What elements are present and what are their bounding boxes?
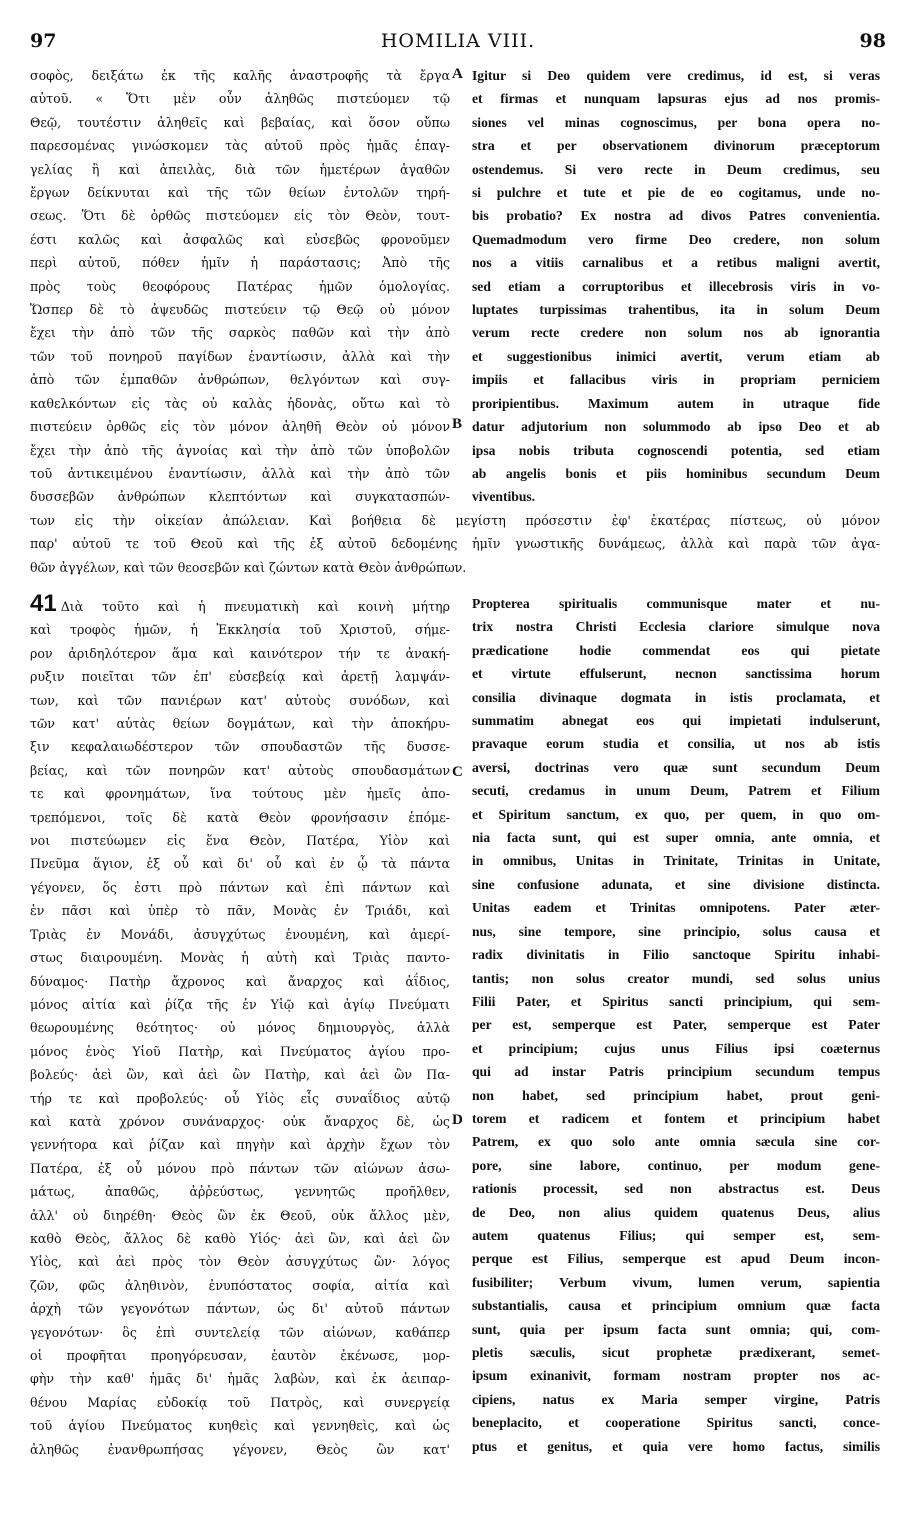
line-text: πιστεύειν ὀρθῶς εἰς τὸν μόνον ἀληθῆ Θεὸν οὐ μόνον <box>30 419 450 435</box>
page-header <box>30 30 886 60</box>
text-line <box>30 712 450 735</box>
text-line <box>30 923 450 946</box>
line-text: Πατέρα, ἐξ οὗ μόνου πρὸ πάντων τῶν αἰώνων ἀσω- <box>30 1160 450 1176</box>
text-line <box>30 509 880 532</box>
line-text: καὶ κατὰ χρόνον συνάναρχος· οὐκ ἄναρχος δὲ, ὡς <box>30 1113 450 1129</box>
line-text: luptates turpissimas trahentibus, ita in solum Deum <box>472 302 880 318</box>
line-text: sunt, quia per ipsum facta sunt omnia; qui, com- <box>472 1321 880 1337</box>
text-line <box>30 228 450 251</box>
text-line <box>472 87 880 110</box>
text-line <box>472 990 880 1013</box>
text-line <box>472 1247 880 1270</box>
line-text: torem et radicem et fontem et principium habet <box>472 1110 880 1126</box>
text-line <box>472 732 880 755</box>
text-line <box>472 462 880 485</box>
text-line <box>30 1016 450 1039</box>
text-line <box>30 899 450 922</box>
line-text: ab angelis bonis et piis hominibus secundum Deum <box>472 465 880 481</box>
line-text: et firmas et nunquam lapsuras ejus ad nos promis- <box>472 91 880 107</box>
text-line <box>472 1130 880 1153</box>
text-line <box>472 873 880 896</box>
text-line <box>472 826 880 849</box>
line-text: non habet, sed principium habet, prout geni- <box>472 1087 880 1103</box>
text-line <box>472 1107 880 1130</box>
greek-column-top <box>30 64 450 509</box>
line-text: ἐν πᾶσι καὶ ὑπὲρ τὸ πᾶν, Μονὰς ἐν Τριάδι, καὶ <box>30 903 450 919</box>
text-line <box>472 1388 880 1411</box>
line-text: παρεσομένας γινώσκομεν τὰς αὐτοῦ πρὸς ἡμᾶς ἐπαγ- <box>30 138 450 154</box>
line-text: pletis sæculis, sicut prophetæ prædixerant, semet- <box>472 1345 880 1360</box>
latin-column-top <box>472 64 880 509</box>
line-text: summatim abnegat eos qui impietati indulserunt, <box>472 713 880 729</box>
line-text: ρον ἀριδηλότερον ἅμα καὶ καινότερον τήν τε ἀνακή- <box>30 645 450 661</box>
line-text: Διὰ τοῦτο καὶ ἡ πνευματικὴ καὶ κοινὴ μήτηρ <box>60 599 450 614</box>
line-text: τοῦ ἀντικειμένου ἐναντίωσιν, ἀλλὰ καὶ τὴν ἀπὸ τῶν <box>30 465 450 481</box>
line-text: ptus et genitus, et quia vere homo factus, similis <box>472 1438 880 1454</box>
text-line <box>30 806 450 829</box>
line-text: ἔχει τὴν ἀπὸ τῶν τῆς σαρκὸς παθῶν καὶ τὴν ἀπὸ <box>30 325 450 341</box>
line-text: μόνος ἑνὸς Υἱοῦ Πατὴρ, καὶ Πνεύματος ἁγίου προ- <box>30 1043 450 1059</box>
text-line <box>30 204 450 227</box>
line-text: ζῶν, φῶς ἀληθινὸν, ἐνυπόστατος σοφία, αἰτία καὶ <box>30 1277 450 1293</box>
text-line <box>472 1201 880 1224</box>
line-text: γελίας ἢ καὶ ἀπειλὰς, διὰ τῶν ἡμετέρων ἀγαθῶν <box>30 161 450 177</box>
text-line <box>472 1271 880 1294</box>
text-line <box>30 1321 450 1344</box>
text-line <box>30 852 450 875</box>
line-text: tantis; non solus creator mundi, sed solus unius <box>472 970 880 986</box>
line-text: θεωρουμένης θεότητος· οὐ μόνος δημιουργὸς, ἀλλὰ <box>30 1020 450 1036</box>
text-line <box>30 1133 450 1156</box>
line-text: secuti, credamus in unum Deum, Patrem et Filium <box>472 783 880 799</box>
text-line <box>30 735 450 758</box>
line-text: ἔργων δείκνυται καὶ τῆς τῶν θείων ἐντολῶν τηρή- <box>30 185 450 201</box>
line-text: ἀληθῶς ἐνανθρωπήσας γέγονεν, Θεὸς ὢν κατ' <box>30 1441 450 1457</box>
text-line <box>30 618 450 641</box>
line-text: fusibiliter; Verbum vivum, lumen verum, sapientia <box>472 1274 880 1290</box>
text-line <box>472 1037 880 1060</box>
text-line <box>30 1297 450 1320</box>
text-line <box>472 709 880 732</box>
line-text: rationis processit, sed non abstractus est. Deus <box>472 1181 880 1197</box>
line-text: μόνος αἰτία καὶ ῥίζα τῆς ἐν Υἱῷ καὶ ἁγίῳ Πνεύματι <box>30 996 450 1012</box>
line-text: ipsum exinanivit, formam nostram propter nos ac- <box>472 1368 880 1384</box>
text-line <box>472 1084 880 1107</box>
line-text: γεγονότων· ὃς ἐπὶ συντελείᾳ τῶν αἰώνων, καθάπερ <box>30 1324 450 1340</box>
text-line <box>472 321 880 344</box>
line-text: καθελκόντων εἰς τὰς οὐ καλὰς ἡδονὰς, οὕτω καὶ τὸ <box>30 395 450 411</box>
line-text: prædicatione hodie commendat eos qui pietate <box>472 642 880 658</box>
text-line <box>30 1087 450 1110</box>
text-line <box>30 665 450 688</box>
line-text: τήρ τε καὶ προβολεύς· οὗ Υἱὸς εἷς συναΐδιος αὐτῷ <box>30 1090 450 1106</box>
text-line <box>472 1224 880 1247</box>
line-text: σοφὸς, δειξάτω ἐκ τῆς καλῆς ἀναστροφῆς τὰ ἔργα <box>30 68 450 83</box>
text-line <box>472 439 880 462</box>
text-line <box>472 181 880 204</box>
line-text: τῶν τοῦ πονηροῦ παγίδων ἐναντίωσιν, ἀλλὰ καὶ τὴν <box>30 348 450 364</box>
text-line <box>472 920 880 943</box>
text-line <box>30 1227 450 1250</box>
text-line <box>472 1013 880 1036</box>
text-line <box>30 439 450 462</box>
text-line <box>30 111 450 134</box>
line-text: περὶ αὐτοῦ, πόθεν ἡμῖν ἡ παράστασις; Ἀπὸ τῆς <box>30 255 450 271</box>
text-line <box>30 181 450 204</box>
latin-column-bottom <box>472 592 880 1458</box>
text-line <box>30 415 450 438</box>
line-text: ipsa nobis tributa cognoscendi potentia, sed etiam <box>472 442 880 458</box>
line-text: βολεύς· ἀεὶ ὢν, καὶ ἀεὶ ὢν Πατὴρ, καὶ ἀεὶ ὢν Πα- <box>30 1067 450 1083</box>
margin-marker-c: C <box>452 764 463 780</box>
text-line <box>472 1318 880 1341</box>
line-text: οἱ προφῆται προηγόρευσαν, ἑαυτὸν ἐκένωσε, μορ- <box>30 1348 450 1363</box>
line-text: datur adjutorium non solummodo ab ipso Deo et ab <box>472 419 880 435</box>
left-page-number: 97 <box>30 30 57 52</box>
line-text: cipiens, natus ex Maria semper virgine, Patris <box>472 1391 880 1407</box>
line-text: Patrem, ex quo solo ante omnia sæcula sine cor- <box>472 1134 880 1150</box>
text-line <box>472 662 880 685</box>
text-line <box>30 1367 450 1390</box>
line-text: Θεῷ, τουτέστιν ἀληθεῖς καὶ βεβαίας, καὶ ὅσον οὔπω <box>30 114 450 130</box>
text-line <box>30 1414 450 1437</box>
line-text: Igitur si Deo quidem vere credimus, id est, si veras <box>472 68 880 83</box>
text-line <box>30 1180 450 1203</box>
line-text: impiis et fallacibus viris in propriam perniciem <box>472 372 880 388</box>
text-line <box>472 485 880 508</box>
line-text: Quemadmodum vero firme Deo credere, non solum <box>472 231 880 247</box>
line-text: in omnibus, Unitas in Trinitate, Trinitas in Unitate, <box>472 853 880 869</box>
line-text: perque est Filius, semperque est apud Deum incon- <box>472 1251 880 1267</box>
margin-marker-a: A <box>452 66 463 82</box>
line-text: verum recte credere non solum nos ab ignorantia <box>472 325 880 341</box>
line-text: bis probatio? Ex nostra ad divos Patres convenientia. <box>472 208 880 224</box>
line-text: et Spiritum sanctum, ex quo, per quem, in quo om- <box>472 806 880 822</box>
line-text: Πνεῦμα ἅγιον, ἐξ οὗ καὶ δι' οὗ καὶ ἐν ᾧ τὰ πάντα <box>30 856 450 872</box>
text-line <box>472 803 880 826</box>
text-line <box>30 392 450 415</box>
text-line <box>472 1154 880 1177</box>
text-line <box>30 1274 450 1297</box>
line-text: radix divinitatis in Filio sanctoque Spiritu inhabi- <box>472 947 880 963</box>
text-line <box>30 368 450 391</box>
text-line <box>472 275 880 298</box>
text-line <box>472 1177 880 1200</box>
text-line <box>472 392 880 415</box>
text-line <box>30 158 450 181</box>
text-line <box>472 368 880 391</box>
text-line <box>472 158 880 181</box>
text-line <box>30 689 450 712</box>
line-text: ρυξιν ποιεῖται τῶν ἐπ' εὐσεβείᾳ καὶ ἀρετῇ λαμψάν- <box>30 669 450 685</box>
line-text: Filii Pater, et Spiritus sancti principium, qui sem- <box>472 993 880 1009</box>
text-line <box>30 1438 450 1461</box>
right-page-number: 98 <box>859 30 886 52</box>
line-text: nia facta sunt, qui est super omnia, ante omnia, et <box>472 830 880 846</box>
line-text: proripientibus. Maximum autem in utraque fide <box>472 395 880 411</box>
text-line <box>472 415 880 438</box>
line-text: Υἱὸς, καὶ ἀεὶ πρὸς τὸν Θεὸν ἀσυγχύτως ὢν· λόγος <box>30 1254 450 1270</box>
line-text: καὶ τροφὸς ἡμῶν, ἡ Ἐκκλησία τοῦ Χριστοῦ, σήμε- <box>30 622 450 638</box>
line-text: τε καὶ φρονημάτων, ἵνα τούτους μὲν ἡμεῖς ἀπο- <box>30 786 450 802</box>
line-text: καθὸ Θεὸς, ἄλλος δὲ καθὸ Υἱός· ἀεὶ ὢν, καὶ ἀεὶ ὢν <box>30 1230 450 1246</box>
line-text: sed etiam a corruptoribus et illecebrosis viris in vo- <box>472 278 880 294</box>
line-text: έστι καλῶς καὶ ἀσφαλῶς καὶ εὐσεβῶς φρονοῦμεν <box>30 231 450 247</box>
line-text: Propterea spiritualis communisque mater et nu- <box>472 596 880 611</box>
line-text: φὴν τὴν καθ' ἡμᾶς δι' ἡμᾶς λαβὼν, καὶ ἐκ ἀειπαρ- <box>30 1371 450 1387</box>
line-text: θένου Μαρίας εὐδοκίᾳ τοῦ Πατρὸς, καὶ συνεργείᾳ <box>30 1394 450 1410</box>
text-line <box>472 64 880 87</box>
text-line <box>30 1063 450 1086</box>
text-line <box>472 1294 880 1317</box>
text-line <box>472 849 880 872</box>
margin-marker-d: D <box>452 1112 463 1128</box>
line-text: de Deo, non alius quidem quatenus Deus, alius <box>472 1204 880 1220</box>
text-line <box>30 321 450 344</box>
line-text: στως διαιρουμένη. Μονὰς ἡ αὐτὴ καὶ Τριὰς παντο- <box>30 950 450 966</box>
line-text: et principium; cujus unus Filius ipsi coæternus <box>472 1040 880 1056</box>
text-line <box>30 1250 450 1273</box>
line-text: τῶν κατ' αὐτὰς θείων δογμάτων, καὶ τὴν ἀποκήρυ- <box>30 716 450 732</box>
text-line <box>472 1341 880 1364</box>
text-line <box>472 615 880 638</box>
line-text: si pulchre et tute et pie de eo cogitamus, unde no- <box>472 185 880 201</box>
text-line <box>472 204 880 227</box>
text-line <box>30 1391 450 1414</box>
line-text: ἀπὸ τῶν ἐμπαθῶν ἀνθρώπων, θελγόντων καὶ συγ- <box>30 372 450 388</box>
text-line <box>472 756 880 779</box>
line-text: μάτως, ἀπαθῶς, ἀῤῥεύστως, γεννητῶς προῆλθεν, <box>30 1184 450 1200</box>
text-line <box>30 532 880 555</box>
text-line <box>30 298 450 321</box>
text-line <box>472 1364 880 1387</box>
text-line <box>30 1157 450 1180</box>
text-line <box>30 251 450 274</box>
section-number: 41 <box>30 592 57 617</box>
text-line <box>30 993 450 1016</box>
line-text: γέγονεν, ὅς ἐστι πρὸ πάντων καὶ ἐπὶ πάντων καὶ <box>30 879 450 895</box>
line-text: viventibus. <box>472 489 536 505</box>
line-text: per est, semperque est Pater, semperque est Pater <box>472 1017 880 1033</box>
line-text: ἔχει τὴν ἀπὸ τῆς ἀγνοίας καὶ τὴν ἀπὸ τῶν ὑποβολῶν <box>30 442 450 458</box>
line-text: των, καὶ τῶν πανιέρων κατ' αὐτοὺς συνόδων, καὶ <box>30 692 450 708</box>
text-line <box>30 876 450 899</box>
text-line <box>30 946 450 969</box>
line-text: Τριὰς ἐν Μονάδι, ἀσυγχύτως ἑνουμένη, καὶ ἀμερί- <box>30 926 450 942</box>
line-text: pore, sine labore, continuo, per modum gene- <box>472 1157 880 1173</box>
line-text: ἀλλ' οὐ διηρέθη· Θεὸς ὢν ἐκ Θεοῦ, οὐκ ἄλλος μὲν, <box>30 1207 450 1223</box>
line-text: siones vel minas cognoscimus, per bona opera no- <box>472 114 880 130</box>
line-text: αὐτοῦ. « Ὅτι μὲν οὖν ἀληθῶς πιστεύομεν τῷ <box>30 91 450 107</box>
text-line <box>30 970 450 993</box>
text-line <box>30 1110 450 1133</box>
text-line <box>472 943 880 966</box>
line-text: pravaque eorum studia et consilia, ut nos ab istis <box>472 736 880 752</box>
line-text: δύναμος· Πατὴρ ἄχρονος καὶ ἄναρχος καὶ ἀΐδιος, <box>30 973 450 989</box>
line-text: σεως. Ὅτι δὲ ὀρθῶς πιστεύομεν εἰς τὸν Θεὸν, τουτ- <box>30 208 450 224</box>
text-line <box>30 87 450 110</box>
text-line <box>30 1344 450 1367</box>
line-text: sine confusione adunata, et sine divisione distincta. <box>472 876 880 892</box>
line-text: nos a vitiis carnalibus et a retibus maligni avertit, <box>472 255 880 271</box>
text-line <box>30 782 450 805</box>
line-text: beneplacito, et cooperatione Spiritus sancti, conce- <box>472 1415 880 1431</box>
text-line <box>472 298 880 321</box>
line-text: autem quatenus Filius; qui semper est, sem- <box>472 1227 880 1243</box>
line-text: γεννήτορα καὶ ῥίζαν καὶ πηγὴν καὶ ἀρχὴν ἔχων τὸν <box>30 1137 450 1153</box>
line-text: Unitas eadem et Trinitas omnipotens. Pater æter- <box>472 900 880 916</box>
line-text: substantialis, causa et principium omnium quæ facta <box>472 1298 880 1314</box>
text-line <box>30 462 450 485</box>
text-line <box>30 345 450 368</box>
line-text: παρ' αὐτοῦ τε τοῦ Θεοῦ καὶ τῆς ἐξ αὐτοῦ δεδομένης ἡμῖν γνωστικῆς δυνάμεως, ἀλλὰ καὶ παρὰ τῶν ἀγα- <box>30 536 880 552</box>
text-line <box>472 345 880 368</box>
text-line <box>472 251 880 274</box>
line-text: qui ad instar Patris principium secundum tempus <box>472 1064 880 1080</box>
text-line <box>472 967 880 990</box>
text-line <box>30 485 450 508</box>
line-text: consilia divinaque dogmata in istis proclamata, et <box>472 689 880 705</box>
text-line <box>30 829 450 852</box>
line-text: ἀρχὴ τῶν γεγονότων πάντων, ὡς δι' αὐτοῦ πάντων <box>30 1301 450 1317</box>
text-line <box>30 1040 450 1063</box>
line-text: ξιν κεφαλαιωδέστερον τῶν σπουδαστῶν τῆς δυσσε- <box>30 739 450 755</box>
text-line <box>472 779 880 802</box>
line-text: et suggestionibus inimici avertit, verum etiam ab <box>472 348 880 364</box>
text-line <box>472 592 880 615</box>
text-line <box>472 1411 880 1434</box>
line-text: nus, sine tempore, sine principio, solus causa et <box>472 923 880 939</box>
greek-column-bottom <box>30 592 450 1461</box>
greek-full-width-passage <box>30 509 880 579</box>
text-line <box>472 1435 880 1458</box>
text-line <box>30 64 450 87</box>
text-line <box>472 111 880 134</box>
line-text: νοι πιστεύωμεν εἰς ἕνα Θεὸν, Πατέρα, Υἱὸν καὶ <box>30 833 450 849</box>
running-title: HOMILIA VIII. <box>380 30 536 52</box>
text-line <box>30 134 450 157</box>
line-text: τρεπόμενοι, τοῖς δὲ κατὰ Θεὸν φρονήσασιν ἑπόμε- <box>30 809 450 825</box>
text-line <box>30 1204 450 1227</box>
text-line <box>30 275 450 298</box>
margin-marker-b: B <box>452 416 463 432</box>
line-text: trix nostra Christi Ecclesia clariore simulque nova <box>472 619 880 635</box>
line-text: stra et per observationem divinorum præceptorum <box>472 138 880 154</box>
text-line <box>472 1060 880 1083</box>
line-text: των εἰς τὴν οἰκείαν ἀπώλειαν. Καὶ βοήθεια δὲ μεγίστη πρόσεστιν ἐφ' ἑκατέρας πίστεως, οὐ μόνον <box>30 513 880 528</box>
text-line <box>30 592 450 618</box>
text-line <box>472 639 880 662</box>
text-line <box>472 896 880 919</box>
line-text: aversi, doctrinas vero quæ sunt secundum Deum <box>472 759 880 775</box>
line-text: δυσσεβῶν ἀνθρώπων κλεπτόντων καὶ συγκατασπών- <box>30 489 450 505</box>
line-text: πρὸς τοὺς θεοφόρους Πατέρας ἡμῶν ὁμολογίας. <box>30 278 450 294</box>
text-line <box>30 556 880 579</box>
line-text: βείας, καὶ τῶν πονηρῶν κατ' αὐτοὺς σπουδασμάτων <box>30 762 450 778</box>
text-line <box>472 134 880 157</box>
line-text: et virtute effulserunt, necnon sanctissima horum <box>472 666 880 682</box>
text-line <box>472 686 880 709</box>
line-text: Ὥσπερ δὲ τὸ ἀψευδῶς πιστεύειν τῷ Θεῷ οὐ μόνον <box>30 302 450 318</box>
line-text: ostendemus. Si vero recte in Deum credimus, seu <box>472 161 880 177</box>
line-text: τοῦ ἁγίου Πνεύματος κυηθεὶς καὶ γεννηθεὶς, καὶ ὡς <box>30 1418 450 1434</box>
line-text: θῶν ἀγγέλων, καὶ τῶν θεοσεβῶν καὶ ζώντων κατὰ Θεὸν ἀνθρώπων. <box>30 559 467 575</box>
text-line <box>30 759 450 782</box>
text-line <box>30 642 450 665</box>
text-line <box>472 228 880 251</box>
